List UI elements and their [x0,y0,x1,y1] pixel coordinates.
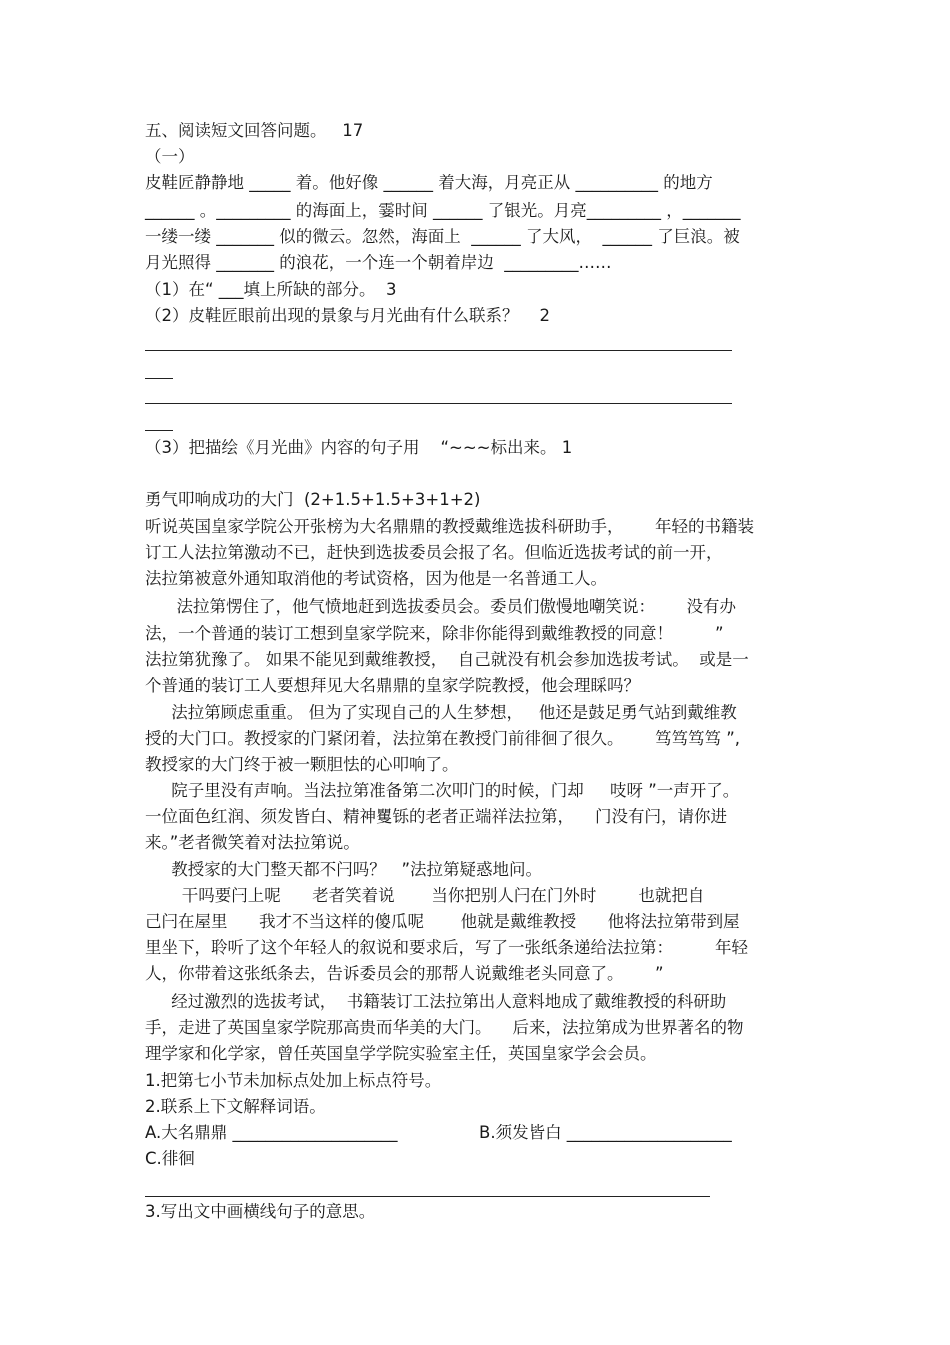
passage-line: 院子里没有声响。当法拉第准备第二次叩门的时候，门却 吱呀 ”一声开了。 [145,781,740,800]
passage-line: 教授家的大门终于被一颗胆怯的心叩响了。 [145,755,459,774]
question-2: （2）皮鞋匠眼前出现的景象与月光曲有什么联系？ 2 [145,306,550,325]
passage-line: 教授家的大门整天都不闩吗？ ”法拉第疑惑地问。 [145,860,543,879]
answer-line-continuation [145,378,173,379]
passage-line: 听说英国皇家学院公开张榜为大名鼎鼎的教授戴维选拔科研助手， 年轻的书籍装 [145,517,754,536]
question-3: （3）把描绘《月光曲》内容的句子用 “~~~标出来。 1 [145,438,573,457]
passage-line: 理学家和化学家，曾任英国皇学学院实验室主任，英国皇家学会会员。 [145,1044,657,1063]
passage-line: 一缕一缕 _______ 似的微云。忽然，海面上 ______ 了大风， ______ 了巨浪。被 [145,227,740,246]
passage-line: 己闩在屋里 我才不当这样的傻瓜呢 他就是戴维教授 他将法拉第带到屋 [145,912,740,931]
question-2c: C.徘徊 [145,1149,195,1168]
answer-line-continuation [145,430,173,431]
passage-line: 来。”老者微笑着对法拉第说。 [145,833,360,852]
subsection-label: （一） [145,147,195,166]
question-1: （1）在“ ___填上所缺的部分。 3 [145,280,397,299]
passage-line: ______ 。_________ 的海面上，霎时间 ______ 了银光。月亮_________ ，_______ [145,201,741,220]
passage-line: 经过激烈的选拔考试， 书籍装订工法拉第出人意料地成了戴维教授的科研助 [145,992,727,1011]
passage-line: 法，一个普通的装订工想到皇家学院来，除非你能得到戴维教授的同意！ ” [145,624,724,643]
question-2a: A.大名鼎鼎 ____________________ [145,1123,398,1142]
answer-line[interactable] [145,1196,710,1197]
passage-line: 订工人法拉第激动不已，赶快到选拔委员会报了名。但临近选拔考试的前一开， [145,543,723,562]
passage-line: 法拉第被意外通知取消他的考试资格，因为他是一名普通工人。 [145,569,607,588]
passage-line: 授的大门口。教授家的门紧闭着，法拉第在教授门前徘徊了很久。 笃笃笃笃 ”, [145,729,741,748]
passage-line: 皮鞋匠静静地 _____ 着。他好像 ______ 着大海，月亮正从 __________ 的地方 [145,173,713,192]
passage-line: 月光照得 _______ 的浪花，一个连一个朝着岸边 _________…… [145,253,612,272]
section-heading: 五、阅读短文回答问题。 17 [145,121,364,140]
answer-line[interactable] [145,403,732,404]
answer-line[interactable] [145,350,732,351]
passage-line: 法拉第顾虑重重。 但为了实现自己的人生梦想， 他还是鼓足勇气站到戴维教 [145,703,737,722]
question-2: 2.联系上下文解释词语。 [145,1097,326,1116]
passage-line: 法拉第愣住了，他气愤地赶到选拔委员会。委员们傲慢地嘲笑说： 没有办 [145,597,736,616]
passage-line: 里坐下，聆听了这个年轻人的叙说和要求后，写了一张纸条递给法拉第： 年轻 [145,938,748,957]
passage-line: 个普通的装订工人要想拜见大名鼎鼎的皇家学院教授，他会理睬吗？ [145,676,640,695]
question-2b: B.须发皆白 ____________________ [479,1123,732,1142]
passage-line: 一位面色红润、须发皆白、精神矍铄的老者正端祥法拉第， 门没有闩，请你进 [145,807,727,826]
passage-line: 法拉第犹豫了。 如果不能见到戴维教授， 自己就没有机会参加选拔考试。 或是一 [145,650,749,669]
passage-line: 干吗要闩上呢 老者笑着说 当你把别人闩在门外时 也就把自 [145,886,705,905]
question-3: 3.写出文中画横线句子的意思。 [145,1202,376,1221]
passage-line: 人，你带着这张纸条去，告诉委员会的那帮人说戴维老头同意了。 ” [145,964,664,983]
question-1: 1.把第七小节未加标点处加上标点符号。 [145,1071,442,1090]
passage-title: 勇气叩响成功的大门 (2+1.5+1.5+3+1+2) [145,490,481,509]
passage-line: 手，走进了英国皇家学院那高贵而华美的大门。 后来，法拉第成为世界著名的物 [145,1018,744,1037]
